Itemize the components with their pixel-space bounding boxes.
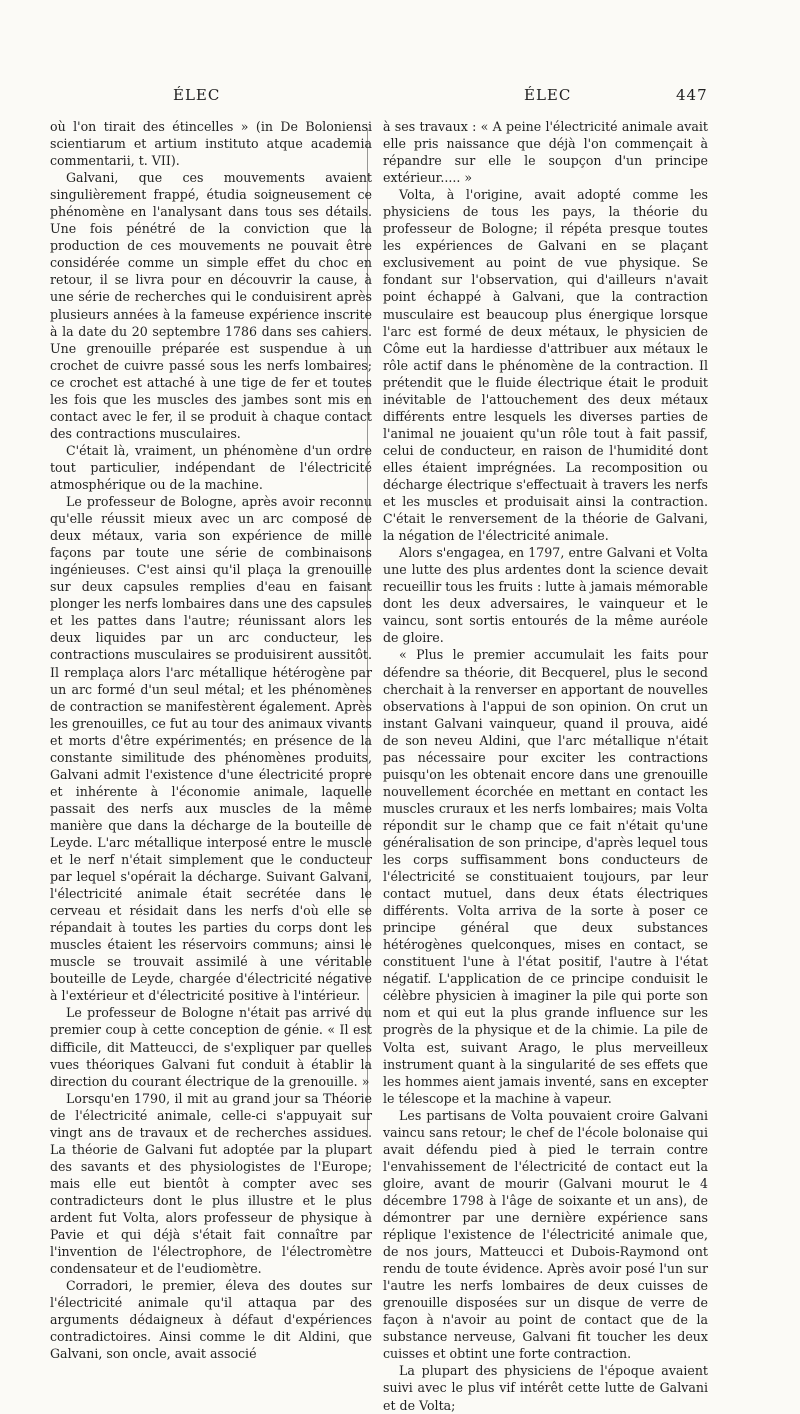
paragraph: La plupart des physiciens de l'époque avaient suivi avec le plus vif intérêt cette lutte de Galvani et de Volta; (383, 1363, 708, 1413)
left-column (50, 118, 372, 1362)
paragraph: Galvani, que ces mouvements avaient singulièrement frappé, étudia soigneusement ce phénomène en l'analysant dans tous ses détails. Une fois pénétré de la conviction que la production de ces mouvements ne pouvait être considérée comme un simple effet du choc en retour, il se livra pour en découvrir la cause, à une série de recherches qui le conduisirent après plusieurs années à la fameuse expérience inscrite à la date du 20 septembre 1786 dans ses cahiers. Une grenouille préparée est suspendue à un crochet de cuivre passé sous les nerfs lombaires; ce crochet est attaché à une tige de fer et toutes les fois que les muscles des jambes sont mis en contact avec le fer, il se produit à chaque contact des contractions musculaires. (50, 170, 372, 441)
paragraph: « Plus le premier accumulait les faits pour défendre sa théorie, dit Becquerel, plus le second cherchait à la renverser en apportant de nouvelles observations à l'appui de son opinion. On crut un instant Galvani vainqueur, quand il prouva, aidé de son neveu Aldini, que l'arc métallique n'était pas nécessaire pour exciter les contractions puisqu'on les obtenait encore dans une grenouille nouvellement écorchée en mettant en contact les muscles cruraux et les nerfs lombaires; mais Volta répondit sur le champ que ce fait n'était qu'une généralisation de son principe, d'après lequel tous les corps suffisamment bons conducteurs de l'électricité se constituaient toujours, par leur contact mutuel, dans deux états électriques différents. Volta arriva de la sorte à poser ce principe général que deux substances hétérogènes quelconques, mises en contact, se constituent l'une à l'état positif, l'autre à l'état négatif. L'application de ce principe conduisit le célèbre physicien à imaginer la pile qui porte son nom et qui eut la plus grande influence sur les progrès de la physique et de la chimie. La pile de Volta est, suivant Arago, le plus merveilleux instrument quant à la singularité de ses effets que les hommes aient jamais inventé, sans en excepter le télescope et la machine à vapeur. (383, 647, 708, 1106)
paragraph: Alors s'engagea, en 1797, entre Galvani et Volta une lutte des plus ardentes dont la science devait recueillir tous les fruits : lutte à jamais mémorable dont les deux adversaires, le vainqueur et le vaincu, sont sortis entourés de la même auréole de gloire. (383, 545, 708, 646)
paragraph: Les partisans de Volta pouvaient croire Galvani vaincu sans retour; le chef de l'école bolonaise qui avait défendu pied à pied le terrain contre l'envahissement de l'électricité de contact eut la gloire, avant de mourir (Galvani mourut le 4 décembre 1798 à l'âge de soixante et un ans), de démontrer par une dernière expérience sans réplique l'existence de l'électricité animale que, de nos jours, Matteucci et Dubois-Raymond ont rendu de toute évidence. Après avoir posé l'un sur l'autre les nerfs lombaires de deux cuisses de grenouille disposées sur un disque de verre de façon à n'avoir au point de contact que de la substance nerveuse, Galvani fit toucher les deux cuisses et obtint une forte contraction. (383, 1107, 708, 1362)
right-column (383, 118, 708, 1414)
paragraph: Lorsqu'en 1790, il mit au grand jour sa Théorie de l'électricité animale, celle-ci s'appuyait sur vingt ans de travaux et de recherches assidues. La théorie de Galvani fut adoptée par la plupart des savants et des physiologistes de l'Europe; mais elle eut bientôt à compter avec ses contradicteurs dont le plus illustre et le plus ardent fut Volta, alors professeur de physique à Pavie et qui déjà s'était fait connaître par l'invention de l'électrophore, de l'électromètre condensateur et de l'eudiomètre. (50, 1090, 372, 1277)
paragraph: Volta, à l'origine, avait adopté comme les physiciens de tous les pays, la théorie du professeur de Bologne; il répéta presque toutes les expériences de Galvani en se plaçant exclusivement au point de vue physique. Se fondant sur l'observation, qui d'ailleurs n'avait point échappé à Galvani, que la contraction musculaire est beaucoup plus énergique lorsque l'arc est formé de deux métaux, le physicien de Côme eut la hardiesse d'attribuer aux métaux le rôle actif dans le phénomène de la contraction. Il prétendit que le fluide électrique était le produit inévitable de l'attouchement des deux métaux différents entre lesquels les diverses parties de l'animal ne jouaient qu'un rôle tout à fait passif, celui de conducteur, en raison de l'humidité dont elles étaient imprégnées. La recomposition ou décharge électrique s'effectuait à travers les nerfs et les muscles et produisait ainsi la contraction. C'était le renversement de la théorie de Galvani, la négation de l'électricité animale. (383, 187, 708, 544)
paragraph: Corradori, le premier, éleva des doutes sur l'électricité animale qu'il attaqua par des arguments dédaigneux à défaut d'expériences contradictoires. Ainsi comme le dit Aldini, que Galvani, son oncle, avait associé (50, 1278, 372, 1362)
running-header-right: ÉLEC (524, 86, 572, 104)
running-header-left: ÉLEC (173, 86, 221, 104)
paragraph: Le professeur de Bologne, après avoir reconnu qu'elle réussit mieux avec un arc composé de deux métaux, varia son expérience de mille façons par toute une série de combinaisons ingénieuses. C'est ainsi qu'il plaça la grenouille sur deux capsules remplies d'eau en faisant plonger les nerfs lombaires dans une des capsules et les pattes dans l'autre; réunissant alors les deux liquides par un arc conducteur, les contractions musculaires se produisirent aussitôt. Il remplaça alors l'arc métallique hétérogène par un arc formé d'un seul métal; et les phénomènes de contraction se manifestèrent également. Après les grenouilles, ce fut au tour des animaux vivants et morts d'être expérimentés; en présence de la constante similitude des phénomènes produits, Galvani admit l'existence d'une électricité propre et inhérente à l'économie animale, laquelle passait des nerfs aux muscles de la même manière que dans la décharge de la bouteille de Leyde. L'arc métallique interposé entre le muscle et le nerf n'était simplement que le conducteur par lequel s'opérait la décharge. Suivant Galvani, l'électricité animale était secrétée dans le cerveau et résidait dans les nerfs d'où elle se répandait à toutes les parties du corps dont les muscles étaient les réservoirs communs; ainsi le muscle se trouvait assimilé à une véritable bouteille de Leyde, chargée d'électricité négative à l'extérieur et d'électricité positive à l'intérieur. (50, 494, 373, 1004)
paragraph: où l'on tirait des étincelles » (in De Boloniensi scientiarum et artium instituto atque academia commentarii, t. VII). (50, 119, 372, 169)
paragraph: à ses travaux : « A peine l'électricité animale avait elle pris naissance que déjà l'on commençait à répandre sur elle le soupçon d'un principe extérieur..... » (383, 119, 708, 186)
paragraph: C'était là, vraiment, un phénomène d'un ordre tout particulier, indépendant de l'électricité atmosphérique ou de la machine. (50, 442, 372, 492)
page-number: 447 (676, 86, 708, 104)
paragraph: Le professeur de Bologne n'était pas arrivé du premier coup à cette conception de génie. « Il est difficile, dit Matteucci, de s'expliquer par quelles vues théoriques Galvani fut conduit à établir la direction du courant électrique de la grenouille. » (50, 1005, 372, 1089)
